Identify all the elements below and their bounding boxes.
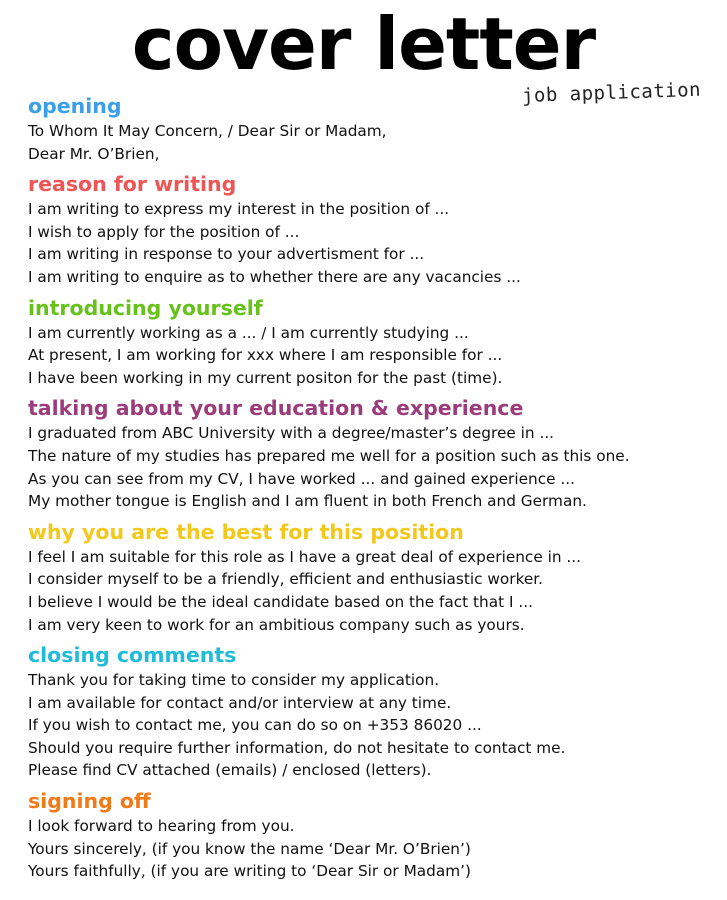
phrase-line: Thank you for taking time to consider my application. xyxy=(28,671,440,690)
phrase-list xyxy=(28,93,718,883)
page-title: cover letter xyxy=(131,2,596,86)
section-heading: introducing yourself xyxy=(28,295,263,320)
subtitle-handwritten: job application xyxy=(521,78,702,107)
phrase-line: I am writing to enquire as to whether there are any vacancies ... xyxy=(28,267,521,286)
phrase-line: My mother tongue is English and I am fluent in both French and German. xyxy=(28,492,587,511)
phrase-lines xyxy=(28,815,718,883)
section-opening xyxy=(28,93,718,171)
phrase-line: I am very keen to work for an ambitious company such as yours. xyxy=(28,615,525,634)
phrase-lines xyxy=(28,669,718,782)
phrase-lines xyxy=(28,546,718,636)
phrase-lines xyxy=(28,422,718,512)
section-closing-comments xyxy=(28,642,718,788)
phrase-lines xyxy=(28,198,718,288)
phrase-line: If you wish to contact me, you can do so on +353 86020 ... xyxy=(28,716,482,735)
phrase-line: Yours faithfully, (if you are writing to ‘Dear Sir or Madam’) xyxy=(28,862,471,881)
section-signing-off xyxy=(28,788,718,883)
phrase-line: I look forward to hearing from you. xyxy=(28,817,295,836)
phrase-line: I am currently working as a ... / I am currently studying ... xyxy=(28,323,469,342)
section-heading: signing off xyxy=(28,789,151,814)
phrase-line: Dear Mr. O’Brien, xyxy=(28,144,160,163)
phrase-line: Please find CV attached (emails) / enclosed (letters). xyxy=(28,761,432,780)
phrase-line: Yours sincerely, (if you know the name ‘Dear Mr. O’Brien’) xyxy=(28,839,471,858)
phrase-line: I consider myself to be a friendly, efficient and enthusiastic worker. xyxy=(28,570,544,589)
phrase-line: To Whom It May Concern, / Dear Sir or Madam, xyxy=(28,122,387,140)
section-reason-for-writing xyxy=(28,171,718,294)
section-heading: opening xyxy=(28,94,122,118)
phrase-line: I believe I would be the ideal candidate based on the fact that I ... xyxy=(28,592,533,611)
phrase-line: I am available for contact and/or interview at any time. xyxy=(28,693,452,712)
phrase-line: At present, I am working for xxx where I am responsible for ... xyxy=(28,346,503,365)
phrase-lines xyxy=(28,322,718,390)
section-heading: talking about your education & experience xyxy=(28,396,524,421)
section-heading: reason for writing xyxy=(28,172,237,197)
section-why-you-are-the-best-for-this-position xyxy=(28,519,718,642)
phrase-line: I have been working in my current positon for the past (time). xyxy=(28,368,503,387)
phrase-lines xyxy=(28,120,718,165)
section-talking-about-your-education-experience xyxy=(28,395,718,518)
phrase-line: I am writing to express my interest in the position of ... xyxy=(28,200,450,219)
phrase-line: I wish to apply for the position of ... xyxy=(28,222,300,241)
section-introducing-yourself xyxy=(28,295,718,396)
phrase-line: As you can see from my CV, I have worked ... and gained experience ... xyxy=(28,469,575,488)
section-heading: closing comments xyxy=(28,643,237,668)
phrase-line: I feel I am suitable for this role as I have a great deal of experience in ... xyxy=(28,547,582,566)
phrase-line: Should you require further information, do not hesitate to contact me. xyxy=(28,738,566,757)
section-heading: why you are the best for this position xyxy=(28,519,464,544)
phrase-line: The nature of my studies has prepared me well for a position such as this one. xyxy=(28,446,630,465)
phrase-line: I am writing in response to your advertisment for ... xyxy=(28,245,425,264)
phrase-line: I graduated from ABC University with a degree/master’s degree in ... xyxy=(28,424,555,443)
